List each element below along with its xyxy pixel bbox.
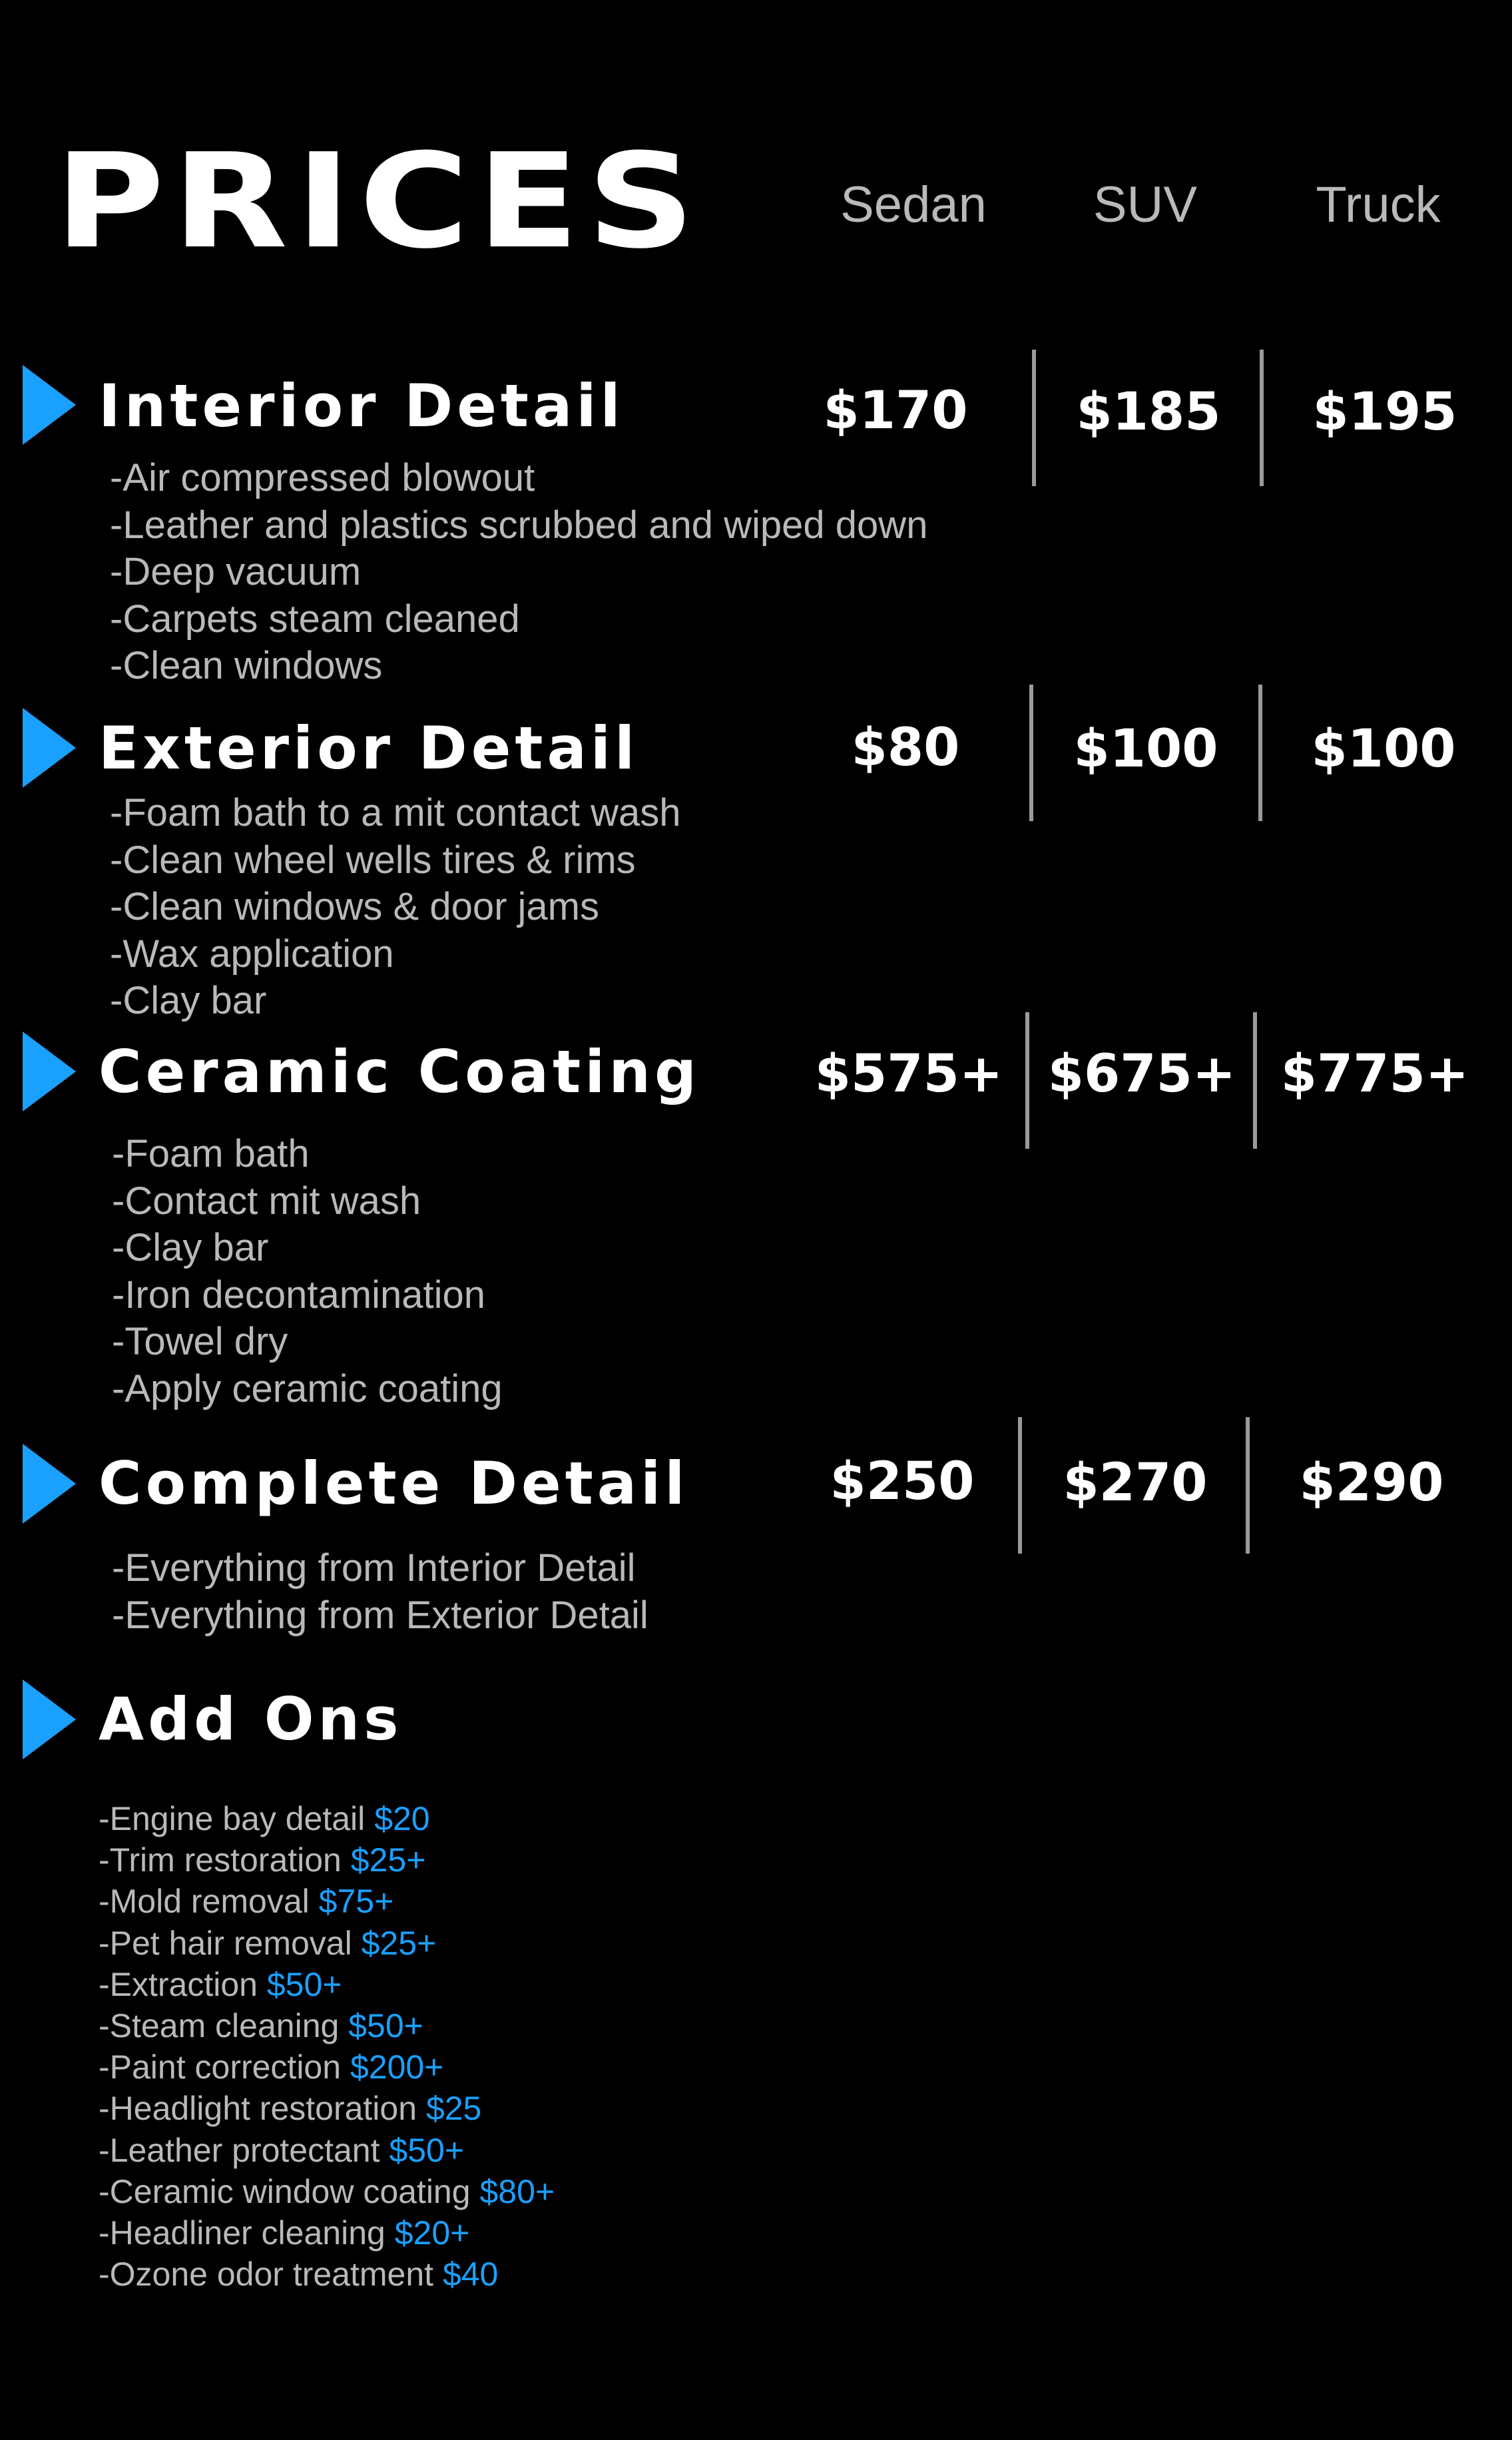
list-item: -Deep vacuum [110, 550, 362, 593]
section-title-addons: Add Ons [99, 1685, 403, 1753]
addon-price: $20+ [394, 2214, 470, 2252]
addon-price: $50+ [348, 2006, 423, 2044]
list-item: -Air compressed blowout [110, 456, 535, 499]
addon-price: $25+ [350, 1841, 426, 1879]
price-complete-suv: $270 [1063, 1453, 1208, 1513]
price-complete-truck: $290 [1299, 1453, 1444, 1513]
list-item: -Clean wheel wells tires & rims [110, 838, 636, 882]
addon-item [99, 2130, 555, 2171]
list-item: -Clean windows [110, 644, 383, 687]
addon-label: -Mold removal [99, 1883, 310, 1921]
addon-label: -Paint correction [99, 2048, 342, 2086]
addon-label: -Engine bay detail [99, 1800, 366, 1837]
feature-list-ceramic [112, 1131, 503, 1412]
addon-price: $50+ [266, 1965, 342, 2003]
feature-list-exterior [110, 790, 680, 1025]
addon-item [99, 1798, 555, 1839]
addon-price: $50+ [389, 2131, 465, 2169]
price-ceramic-truck: $775+ [1280, 1044, 1469, 1104]
price-divider [1253, 1012, 1257, 1149]
column-header-truck: Truck [1316, 176, 1441, 233]
section-title-interior: Interior Detail [99, 372, 625, 440]
section-title-exterior: Exterior Detail [99, 714, 639, 782]
addon-label: -Extraction [99, 1965, 258, 2003]
list-item: -Everything from Interior Detail [112, 1546, 636, 1590]
price-divider [1258, 685, 1262, 821]
list-item: -Apply ceramic coating [112, 1367, 503, 1410]
addon-label: -Steam cleaning [99, 2006, 340, 2044]
price-interior-sedan: $170 [823, 381, 968, 441]
addon-label: -Ceramic window coating [99, 2172, 471, 2210]
list-item: -Foam bath to a mit contact wash [110, 791, 681, 834]
feature-list-complete [112, 1545, 648, 1639]
addon-price: $25 [425, 2090, 482, 2128]
list-item: -Clay bar [110, 979, 267, 1022]
addon-price: $80+ [479, 2172, 555, 2210]
addon-item [99, 2046, 555, 2088]
price-interior-truck: $195 [1312, 382, 1457, 442]
addon-label: -Pet hair removal [99, 1924, 352, 1962]
list-item: -Clay bar [112, 1226, 269, 1269]
addon-label: -Ozone odor treatment [99, 2256, 434, 2293]
price-exterior-suv: $100 [1073, 719, 1218, 779]
list-item: -Clean windows & door jams [110, 885, 599, 928]
price-exterior-sedan: $80 [851, 718, 960, 778]
play-triangle-icon [23, 1032, 76, 1111]
addon-price: $40 [442, 2256, 499, 2293]
addon-price: $75+ [318, 1883, 394, 1921]
list-item: -Everything from Exterior Detail [112, 1593, 648, 1637]
list-item: -Towel dry [112, 1320, 288, 1363]
addon-label: -Leather protectant [99, 2131, 380, 2169]
section-title-ceramic: Ceramic Coating [99, 1038, 700, 1106]
play-triangle-icon [23, 1679, 76, 1759]
addon-item [99, 1839, 555, 1881]
list-item: -Wax application [110, 932, 394, 976]
list-item: -Foam bath [112, 1132, 310, 1175]
addon-item [99, 2212, 555, 2254]
section-title-complete: Complete Detail [99, 1449, 689, 1518]
addon-list [99, 1798, 555, 2295]
price-complete-sedan: $250 [830, 1452, 975, 1512]
price-exterior-truck: $100 [1311, 719, 1456, 779]
play-triangle-icon [23, 365, 76, 445]
price-divider [1246, 1417, 1250, 1554]
price-ceramic-suv: $675+ [1047, 1044, 1236, 1104]
addon-item [99, 1881, 555, 1922]
addon-price: $25+ [361, 1924, 437, 1962]
list-item: -Carpets steam cleaned [110, 597, 520, 641]
price-ceramic-sedan: $575+ [814, 1044, 1003, 1104]
addon-label: -Headliner cleaning [99, 2214, 385, 2252]
addon-item [99, 2005, 555, 2046]
page-title: PRICES [55, 126, 703, 278]
addon-price: $20 [374, 1800, 430, 1837]
price-divider [1260, 350, 1264, 486]
price-interior-suv: $185 [1076, 382, 1221, 442]
addon-item [99, 1964, 555, 2005]
list-item: -Leather and plastics scrubbed and wiped down [110, 503, 928, 547]
addon-price: $200+ [350, 2048, 444, 2086]
play-triangle-icon [23, 708, 76, 788]
addon-item [99, 2171, 555, 2212]
addon-item [99, 2088, 555, 2129]
addon-label: -Headlight restoration [99, 2090, 417, 2128]
column-header-sedan: Sedan [840, 176, 987, 233]
list-item: -Iron decontamination [112, 1273, 485, 1317]
feature-list-interior [110, 455, 927, 690]
addon-item [99, 2254, 555, 2295]
play-triangle-icon [23, 1444, 76, 1524]
addon-label: -Trim restoration [99, 1841, 342, 1879]
column-header-suv: SUV [1093, 176, 1198, 233]
list-item: -Contact mit wash [112, 1179, 421, 1223]
addon-item [99, 1923, 555, 1964]
